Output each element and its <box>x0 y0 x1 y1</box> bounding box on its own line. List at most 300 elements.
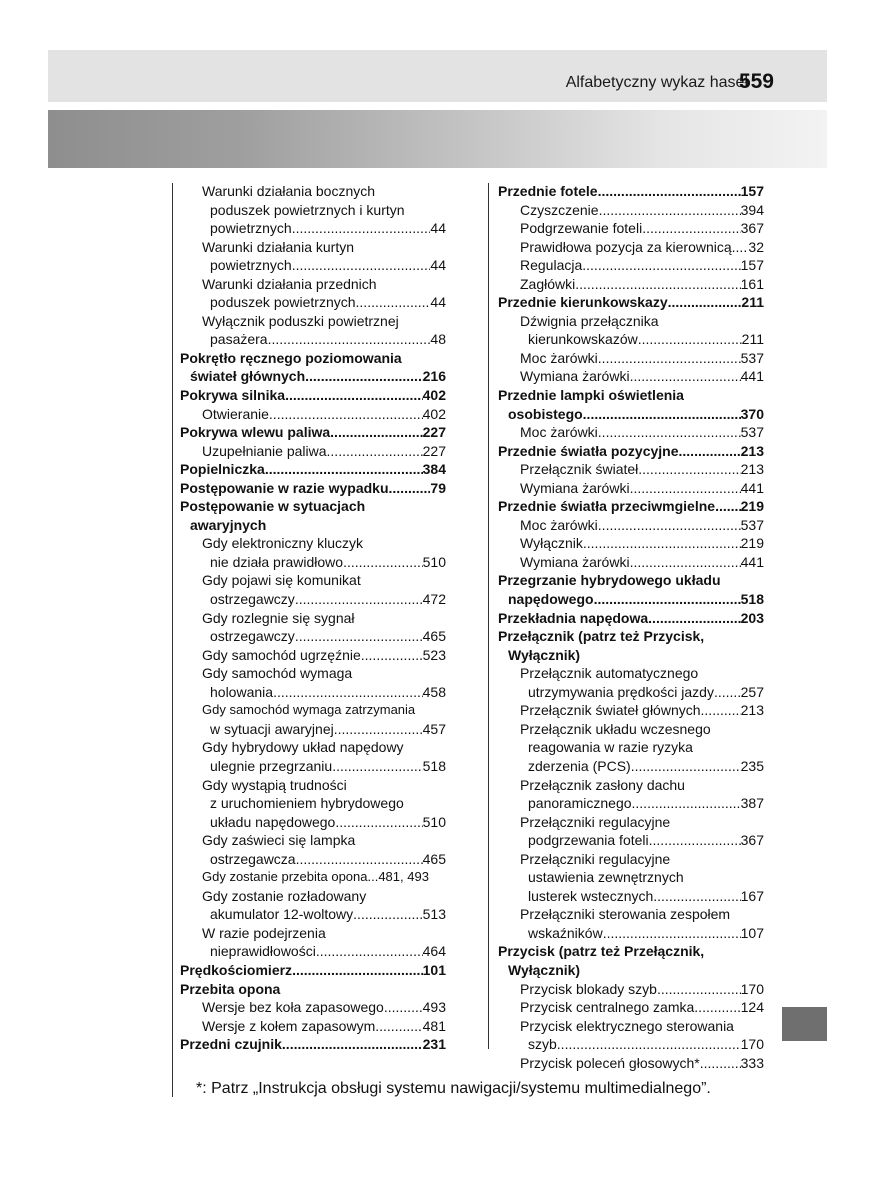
index-entry-text: Dźwignia przełącznika <box>520 312 659 329</box>
index-entry <box>498 553 764 572</box>
dot-leader <box>273 683 423 702</box>
dot-leader <box>295 627 423 646</box>
index-entry <box>498 460 764 479</box>
index-entry <box>498 831 764 850</box>
index-entry-text: Gdy wystąpią trudności <box>202 776 347 793</box>
index-entry-page: 44 <box>430 220 446 237</box>
index-entry-page: 510 <box>422 553 446 570</box>
index-entry <box>180 349 446 368</box>
index-entry-text: Przełącznik świateł <box>520 461 639 478</box>
index-entry <box>498 701 764 720</box>
index-entry-page: 124 <box>740 999 764 1016</box>
index-entry <box>498 312 764 331</box>
index-entry <box>498 590 764 609</box>
index-entry-text: Wymiana żarówki <box>520 368 630 385</box>
index-entry-text: Gdy zostanie rozładowany <box>202 887 367 904</box>
index-entry <box>498 868 764 887</box>
dot-leader <box>335 813 422 832</box>
index-entry-page: 231 <box>422 1036 446 1053</box>
index-entry <box>498 330 764 349</box>
index-entry-text: ulegnie przegrzaniu <box>210 757 333 774</box>
index-entry-page: 44 <box>430 294 446 311</box>
index-entry <box>180 405 446 424</box>
index-entry-text: kierunkowskazów <box>528 331 638 348</box>
index-entry <box>498 794 764 813</box>
dot-leader <box>694 998 740 1017</box>
dot-leader <box>268 330 431 349</box>
index-entry <box>498 386 764 405</box>
index-entry-text: Postępowanie w sytuacjach <box>180 498 366 515</box>
dot-leader <box>296 850 423 869</box>
index-entry-text: Gdy hybrydowy układ napędowy <box>202 739 404 756</box>
index-entry-text: Przełączniki regulacyjne <box>520 850 671 867</box>
index-entry <box>498 850 764 869</box>
index-entry-text: Warunki działania kurtyn <box>202 238 354 255</box>
dot-leader <box>583 405 741 424</box>
index-entry-text: Wersje bez koła zapasowego <box>202 999 384 1016</box>
index-entry <box>180 942 446 961</box>
index-entry-text: Gdy rozlegnie się sygnał <box>202 609 355 626</box>
index-entry <box>498 924 764 943</box>
dot-leader <box>583 534 741 553</box>
dot-leader <box>732 238 749 257</box>
index-entry-page: 211 <box>741 331 764 348</box>
section-thumb-tab <box>782 1007 827 1041</box>
index-entry <box>498 942 764 961</box>
index-entry-text: Przełącznik układu wczesnego <box>520 720 711 737</box>
index-entry-page: 157 <box>740 257 764 274</box>
footnote: *: Patrz „Instrukcja obsługi systemu nawigacji/systemu multimedialnego”. <box>196 1080 711 1097</box>
index-entry-text: Uzupełnianie paliwa <box>202 442 327 459</box>
dot-leader <box>330 423 422 442</box>
index-entry-text: Pokrywa wlewu paliwa <box>180 424 331 441</box>
index-entry-text: ostrzegawcza <box>210 850 296 867</box>
index-entry <box>180 516 446 535</box>
index-entry-page: 227 <box>422 442 446 459</box>
index-entry <box>498 479 764 498</box>
index-entry-page: 157 <box>740 183 764 199</box>
index-entry <box>498 182 764 201</box>
index-entry-text: W razie podejrzenia <box>202 924 326 941</box>
dot-leader <box>292 256 431 275</box>
dot-leader <box>384 998 423 1017</box>
index-entry-text: Przednie światła pozycyjne <box>498 442 679 459</box>
dot-leader <box>598 516 741 535</box>
index-entry <box>180 924 446 943</box>
dot-leader <box>701 701 741 720</box>
index-entry <box>180 442 446 461</box>
index-entry <box>180 683 446 702</box>
index-entry-page: 213 <box>740 442 764 459</box>
dot-leader <box>282 1035 423 1054</box>
index-entry-text: Gdy zaświeci się lampka <box>202 832 356 849</box>
index-entry <box>180 961 446 980</box>
index-entry-page: 170 <box>740 980 764 997</box>
dot-leader <box>343 553 423 572</box>
index-entry-page: 170 <box>740 1036 764 1053</box>
dot-leader <box>557 1035 741 1054</box>
index-entry <box>498 646 764 665</box>
index-entry-text: szyb <box>528 1036 557 1053</box>
index-entry <box>498 405 764 424</box>
dot-leader <box>292 961 423 980</box>
index-entry <box>180 182 446 201</box>
index-entry-text: Warunki działania bocznych <box>202 183 376 199</box>
header-gradient-bar <box>48 110 827 168</box>
index-entry <box>180 646 446 665</box>
index-entry-text: Przekładnia napędowa <box>498 609 649 626</box>
dot-leader <box>657 980 741 999</box>
index-entry-text: awaryjnych <box>190 516 267 533</box>
dot-leader <box>598 423 741 442</box>
index-entry <box>180 571 446 590</box>
index-entry-page: 211 <box>741 294 764 311</box>
index-entry <box>180 998 446 1017</box>
index-entry-text: Wersje z kołem zapasowym <box>202 1017 376 1034</box>
index-entry-page: 537 <box>740 349 764 366</box>
index-entry-page: 101 <box>422 961 446 978</box>
index-entry-page: 79 <box>430 479 446 496</box>
index-entry <box>180 460 446 479</box>
index-entry <box>180 275 446 294</box>
index-entry-text: Wyłącznik) <box>508 961 581 978</box>
index-entry <box>498 627 764 646</box>
index-entry-text: holowania <box>210 683 274 700</box>
index-entry <box>180 1017 446 1036</box>
index-entry-page: 465 <box>422 850 446 867</box>
index-entry-page: 457 <box>422 720 446 737</box>
index-entry-page: 441 <box>740 368 764 385</box>
dot-leader <box>594 590 741 609</box>
dot-leader <box>295 590 423 609</box>
index-entry-page: 465 <box>422 628 446 645</box>
index-entry-text: wskaźników <box>528 924 603 941</box>
index-entry-page: 219 <box>740 498 764 515</box>
index-entry-page: 402 <box>422 405 446 422</box>
index-entry <box>498 423 764 442</box>
index-entry <box>180 330 446 349</box>
index-entry-text: ostrzegawczy <box>210 628 295 645</box>
index-entry <box>180 850 446 869</box>
index-entry-text: Przednie fotele <box>498 183 598 199</box>
index-entry-text: panoramicznego <box>528 795 632 812</box>
index-entry <box>180 423 446 442</box>
index-entry-page: 213 <box>740 461 764 478</box>
index-entry-page: 235 <box>740 757 764 774</box>
index-entry <box>498 293 764 312</box>
index-entry <box>498 757 764 776</box>
index-entry-text: Gdy samochód wymaga zatrzymania <box>202 702 416 718</box>
dot-leader <box>389 479 431 498</box>
index-entry-text: lusterek wstecznych <box>528 887 654 904</box>
section-title: Alfabetyczny wykaz haseł <box>565 74 748 91</box>
index-entry <box>498 201 764 220</box>
index-entry <box>498 738 764 757</box>
index-entry-text: Przełącznik zasłony dachu <box>520 776 685 793</box>
index-column-left <box>180 182 446 1054</box>
index-entry-text: utrzymywania prędkości jazdy <box>528 683 714 700</box>
index-entry-text: Zagłówki <box>520 275 576 292</box>
index-entry-text: powietrznych <box>210 257 292 274</box>
index-entry <box>180 238 446 257</box>
index-entry-text: reagowania w razie ryzyka <box>528 739 693 756</box>
dot-leader <box>679 442 741 461</box>
index-entry <box>180 553 446 572</box>
index-entry <box>498 1017 764 1036</box>
dot-leader <box>332 757 422 776</box>
index-entry <box>498 238 764 257</box>
dot-leader <box>327 442 423 461</box>
index-entry-page: 481 <box>422 1017 446 1034</box>
index-entry-text: Podgrzewanie foteli <box>520 220 643 237</box>
index-entry-page: 32 <box>748 238 764 255</box>
index-entry-page: 513 <box>422 906 446 923</box>
index-entry-page: 441 <box>740 553 764 570</box>
index-entry-page: 333 <box>740 1054 764 1071</box>
index-entry-text: Przedni czujnik <box>180 1036 282 1053</box>
dot-leader <box>648 609 740 628</box>
index-entry <box>180 534 446 553</box>
index-entry-text: nie działa prawidłowo <box>210 553 344 570</box>
index-entry <box>498 720 764 739</box>
index-entry <box>180 757 446 776</box>
index-entry-text: Prawidłowa pozycja za kierownicą <box>520 238 732 255</box>
index-entry <box>498 275 764 294</box>
index-entry-page: 48 <box>430 331 446 348</box>
index-entry-page: 523 <box>422 646 446 663</box>
index-entry-page: 367 <box>740 832 764 849</box>
index-entry-text: Gdy samochód wymaga <box>202 665 353 682</box>
index-entry <box>180 590 446 609</box>
dot-leader <box>316 942 423 961</box>
index-entry-page: 510 <box>422 813 446 830</box>
dot-leader <box>375 1017 422 1036</box>
dot-leader <box>649 831 741 850</box>
index-entry-text: Pokrywa silnika <box>180 387 286 404</box>
index-entry-text: zderzenia (PCS) <box>528 757 631 774</box>
index-entry-page: 441 <box>740 479 764 496</box>
dot-leader <box>598 182 741 201</box>
index-entry <box>498 219 764 238</box>
index-entry-page: 216 <box>422 368 446 385</box>
index-entry <box>180 1035 446 1054</box>
dot-leader <box>292 219 431 238</box>
index-entry <box>180 720 446 739</box>
left-margin-rule <box>172 183 173 1097</box>
index-entry <box>180 813 446 832</box>
index-entry <box>498 980 764 999</box>
index-entry-text: pasażera <box>210 331 268 348</box>
index-entry-text: układu napędowego <box>210 813 336 830</box>
index-entry-text: Moc żarówki <box>520 516 598 533</box>
index-entry-page: 464 <box>422 943 446 960</box>
index-entry <box>498 516 764 535</box>
index-entry-page: 493 <box>422 999 446 1016</box>
index-entry <box>180 386 446 405</box>
dot-leader <box>269 405 423 424</box>
index-entry <box>498 367 764 386</box>
index-entry-text: Przycisk (patrz też Przełącznik, <box>498 943 705 960</box>
dot-leader <box>575 275 740 294</box>
index-entry <box>498 776 764 795</box>
index-entry-text: Gdy samochód ugrzęźnie <box>202 646 361 663</box>
index-entry-text: Wyłącznik) <box>508 646 581 663</box>
index-entry-page: 213 <box>740 702 764 719</box>
index-entry <box>180 609 446 628</box>
dot-leader <box>599 201 741 220</box>
index-entry <box>498 497 764 516</box>
index-entry-text: Regulacja <box>520 257 583 274</box>
index-entry <box>498 961 764 980</box>
index-entry-text: nieprawidłowości <box>210 943 316 960</box>
dot-leader <box>631 757 741 776</box>
index-entry-page: 472 <box>422 591 446 608</box>
index-entry-text: Przycisk centralnego zamka <box>520 999 695 1016</box>
index-entry-page: 203 <box>740 609 764 626</box>
dot-leader <box>638 330 742 349</box>
index-entry-text: podgrzewania foteli <box>528 832 649 849</box>
index-entry-page: 257 <box>740 683 764 700</box>
dot-leader <box>598 349 741 368</box>
dot-leader <box>334 720 423 739</box>
index-column-right <box>498 182 764 1072</box>
index-entry-page: 458 <box>422 683 446 700</box>
index-entry <box>180 905 446 924</box>
dot-leader <box>630 367 741 386</box>
index-entry <box>498 609 764 628</box>
dot-leader <box>638 460 740 479</box>
index-entry <box>180 201 446 220</box>
index-entry-text: Przebita opona <box>180 980 281 997</box>
index-entry-text: Popielniczka <box>180 461 265 478</box>
index-entry <box>180 256 446 275</box>
index-entry-page: 387 <box>740 795 764 812</box>
index-entry <box>498 256 764 275</box>
index-entry-page: 161 <box>740 275 764 292</box>
index-entry-text: Gdy pojawi się komunikat <box>202 572 361 589</box>
index-entry <box>180 664 446 683</box>
index-entry-text: Przegrzanie hybrydowego układu <box>498 572 721 589</box>
index-entry-text: Gdy elektroniczny kluczyk <box>202 535 364 552</box>
dot-leader <box>265 460 423 479</box>
dot-leader <box>285 386 423 405</box>
index-entry <box>498 1054 764 1073</box>
index-entry-text: Wymiana żarówki <box>520 479 630 496</box>
index-entry-text: Przełącznik świateł głównych <box>520 702 701 719</box>
dot-leader <box>653 887 740 906</box>
index-entry <box>180 293 446 312</box>
index-entry-page: 402 <box>422 387 446 404</box>
index-entry-text: Gdy zostanie przebita opona...481, 493 <box>202 869 429 885</box>
index-entry-text: ustawienia zewnętrznych <box>528 869 684 886</box>
index-entry <box>180 980 446 999</box>
index-entry <box>498 887 764 906</box>
index-entry <box>498 998 764 1017</box>
index-entry-text: Przednie światła przeciwmgielne <box>498 498 716 515</box>
index-entry-page: 107 <box>740 924 764 941</box>
index-entry <box>498 534 764 553</box>
dot-leader <box>632 794 741 813</box>
index-entry-text: osobistego <box>508 405 583 422</box>
index-entry-text: Warunki działania przednich <box>202 275 377 292</box>
index-entry <box>180 738 446 757</box>
index-entry-text: Moc żarówki <box>520 349 598 366</box>
index-entry-text: Przednie kierunkowskazy <box>498 294 668 311</box>
index-entry <box>180 479 446 498</box>
index-entry-page: 537 <box>740 424 764 441</box>
dot-leader <box>642 219 740 238</box>
dot-leader <box>630 553 741 572</box>
index-entry <box>180 627 446 646</box>
index-entry-text: Przełączniki sterowania zespołem <box>520 906 731 923</box>
index-entry-text: Czyszczenie <box>520 201 599 218</box>
index-entry-page: 370 <box>740 405 764 422</box>
index-entry-text: Przednie lampki oświetlenia <box>498 387 684 404</box>
index-entry-text: akumulator 12-woltowy <box>210 906 354 923</box>
index-entry-page: 394 <box>740 201 764 218</box>
index-entry <box>498 683 764 702</box>
index-entry-page: 518 <box>740 591 764 608</box>
index-entry-text: Przełącznik automatycznego <box>520 665 699 682</box>
index-entry <box>498 442 764 461</box>
index-entry-text: Przełącznik (patrz też Przycisk, <box>498 628 705 645</box>
index-entry-page: 219 <box>740 535 764 552</box>
dot-leader <box>305 367 423 386</box>
dot-leader <box>356 293 431 312</box>
dot-leader <box>700 1054 741 1073</box>
index-entry-page: 167 <box>740 887 764 904</box>
index-entry <box>498 905 764 924</box>
index-entry-text: Prędkościomierz <box>180 961 293 978</box>
column-divider <box>488 183 489 1049</box>
dot-leader <box>361 646 423 665</box>
index-entry <box>498 349 764 368</box>
index-entry-page: 537 <box>740 516 764 533</box>
index-entry-text: powietrznych <box>210 220 292 237</box>
index-entry-text: Przycisk elektrycznego sterowania <box>520 1017 734 1034</box>
index-entry-text: Moc żarówki <box>520 424 598 441</box>
index-entry-text: Pokrętło ręcznego poziomowania <box>180 349 402 366</box>
index-entry <box>498 571 764 590</box>
index-entry-page: 384 <box>422 461 446 478</box>
dot-leader <box>353 905 422 924</box>
index-entry-text: napędowego <box>508 591 594 608</box>
index-entry <box>180 794 446 813</box>
index-entry-text: Postępowanie w razie wypadku <box>180 479 389 496</box>
index-entry <box>180 776 446 795</box>
index-entry <box>180 831 446 850</box>
page-number: 559 <box>738 70 774 93</box>
dot-leader <box>630 479 741 498</box>
index-entry <box>180 868 446 887</box>
index-entry <box>180 367 446 386</box>
index-entry-page: 44 <box>430 257 446 274</box>
dot-leader <box>715 497 741 516</box>
index-entry <box>180 701 446 720</box>
index-entry <box>180 497 446 516</box>
index-entry <box>498 664 764 683</box>
index-entry-text: świateł głównych <box>190 368 306 385</box>
index-entry-text: Przełączniki regulacyjne <box>520 813 671 830</box>
index-entry-text: Przycisk blokady szyb <box>520 980 657 997</box>
dot-leader <box>668 293 742 312</box>
index-entry <box>180 887 446 906</box>
index-entry-text: ostrzegawczy <box>210 591 295 608</box>
index-entry-text: w sytuacji awaryjnej <box>210 720 334 737</box>
index-entry <box>180 312 446 331</box>
index-entry-page: 518 <box>422 757 446 774</box>
index-entry-text: z uruchomieniem hybrydowego <box>210 795 404 812</box>
